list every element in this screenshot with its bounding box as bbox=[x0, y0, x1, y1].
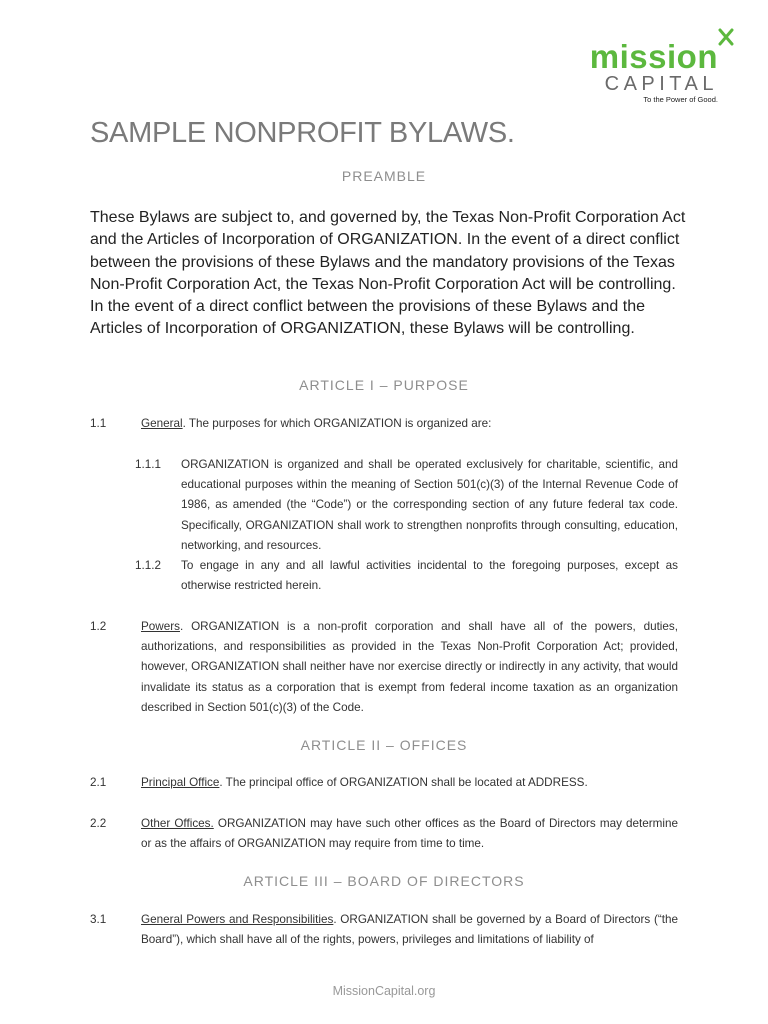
section-text: . The purposes for which ORGANIZATION is organized are: bbox=[182, 417, 492, 430]
section-number: 2.2 bbox=[90, 817, 107, 830]
section-number: 3.1 bbox=[90, 913, 107, 926]
section-1-1-2: To engage in any and all lawful activities incidental to the foregoing purposes, except as otherwise restricted herein. bbox=[181, 559, 678, 593]
logo-tagline: To the Power of Good. bbox=[643, 95, 718, 104]
subsection-number: 1.1.2 bbox=[135, 559, 161, 572]
section-text: . ORGANIZATION shall be governed by a Board of Directors (“the Board”), which shall have all of the rights, powers, privileges and limitations of liability of bbox=[141, 913, 678, 947]
section-3-1 bbox=[141, 910, 678, 950]
article-3-heading: ARTICLE III – BOARD OF DIRECTORS bbox=[243, 873, 525, 889]
section-title: General bbox=[141, 417, 183, 430]
section-2-1 bbox=[141, 773, 678, 793]
section-number: 1.1 bbox=[90, 417, 107, 430]
section-text: . ORGANIZATION is a non-profit corporation and shall have all of the powers, duties, authorizations, and responsibilities as provided in the Texas Non-Profit Corporation Act; provided, however, ORGANIZATION shall neither have nor exercise directly or indirectly in any activity, that would invalidate its status as a corporation that is exempt from federal income taxation as an organization described in Section 501(c)(3) of the Code. bbox=[141, 620, 678, 714]
preamble-heading: PREAMBLE bbox=[341, 168, 427, 184]
mission-capital-logo bbox=[564, 24, 744, 108]
section-title: Other Offices. bbox=[141, 817, 214, 830]
footer-website: MissionCapital.org bbox=[332, 984, 436, 998]
article-1-heading: ARTICLE I – PURPOSE bbox=[299, 377, 469, 393]
section-1-1 bbox=[141, 414, 678, 434]
section-text: ORGANIZATION may have such other offices as the Board of Directors may determine or as the affairs of ORGANIZATION may require from time to time. bbox=[141, 817, 679, 851]
section-number: 2.1 bbox=[90, 776, 107, 789]
section-number: 1.2 bbox=[90, 620, 107, 633]
section-1-2 bbox=[141, 617, 678, 718]
article-2-heading: ARTICLE II – OFFICES bbox=[300, 737, 468, 753]
logo-x-icon bbox=[718, 28, 734, 46]
document-title: SAMPLE NONPROFIT BYLAWS. bbox=[90, 117, 515, 149]
section-1-1-1: ORGANIZATION is organized and shall be operated exclusively for charitable, scientific, and educational purposes within the meaning of Section 501(c)(3) of the Internal Revenue Code of 1986, as amended (the “Code”) or the corresponding section of any future federal tax code. Specifically, ORGANIZATION shall work to strengthen nonprofits through consulting, education, networking, and resources. bbox=[181, 458, 678, 552]
section-2-2 bbox=[141, 814, 678, 854]
logo-mission-text: mission bbox=[589, 38, 718, 75]
section-title: Principal Office bbox=[141, 776, 220, 789]
subsection-number: 1.1.1 bbox=[135, 458, 161, 471]
section-text: . The principal office of ORGANIZATION shall be located at ADDRESS. bbox=[219, 776, 588, 789]
section-title: General Powers and Responsibilities bbox=[141, 913, 334, 926]
preamble-text: These Bylaws are subject to, and governed by, the Texas Non-Profit Corporation Act and the Articles of Incorporation of ORGANIZATION. In the event of a direct conflict between the provisions of these Bylaws and the mandatory provisions of the Texas Non-Profit Corporation Act, the Texas Non-Profit Corporation Act will be controlling. In the event of a direct conflict between the provisions of these Bylaws and the Articles of Incorporation of ORGANIZATION, these Bylaws will be controlling. bbox=[90, 209, 686, 338]
section-title: Powers bbox=[141, 620, 180, 633]
logo-capital-text: CAPITAL bbox=[604, 73, 718, 95]
